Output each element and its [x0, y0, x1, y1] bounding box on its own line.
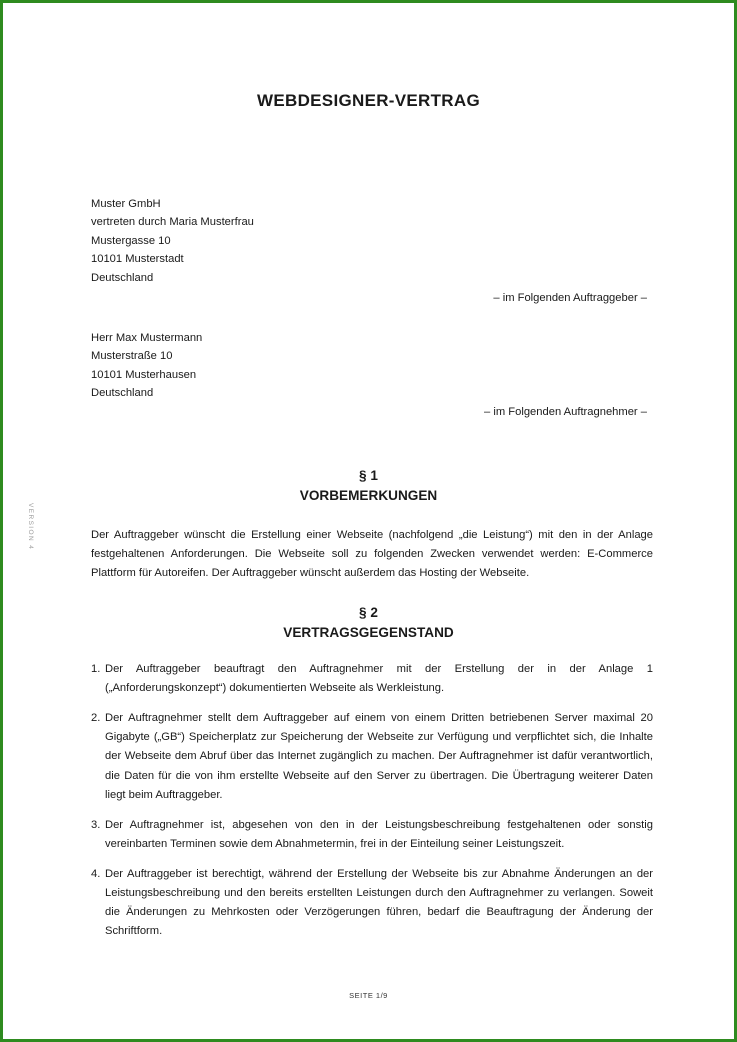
list-item	[91, 709, 653, 805]
section-2-title: VERTRAGSGEGENSTAND	[283, 624, 454, 640]
client-country: Deutschland	[91, 271, 154, 284]
list-item	[91, 865, 653, 942]
contractor-address	[91, 329, 653, 403]
section-1-number: § 1	[359, 468, 378, 483]
contractor-country: Deutschland	[91, 387, 154, 400]
list-item	[91, 660, 653, 698]
contractor-role: – im Folgenden Auftragnehmer –	[484, 406, 647, 418]
list-item-text: Der Auftraggeber beauftragt den Auftragnehmer mit der Erstellung der in der Anlage 1 („Anforderungskonzept“) dokumentierten Webseite als Werkleistung.	[105, 663, 653, 695]
section-2-heading	[3, 603, 734, 642]
version-label: VERSION 4	[27, 503, 34, 551]
section-1-heading	[3, 466, 734, 505]
list-item-number: 4.	[91, 867, 101, 880]
list-item	[91, 816, 653, 854]
section-1-paragraph: Der Auftraggeber wünscht die Erstellung einer Webseite (nachfolgend „die Leistung“) mit den in der Anlage festgehaltenen Anforderungen. Die Webseite soll zu folgenden Zwecken verwendet werden: E-Commerce Plattform für Autoreifen. Der Auftraggeber wünscht außerdem das Hosting der Webseite.	[91, 529, 653, 580]
client-representative: vertreten durch Maria Musterfrau	[91, 216, 254, 229]
section-1-title: VORBEMERKUNGEN	[299, 487, 438, 503]
contractor-city: 10101 Musterhausen	[91, 368, 197, 381]
contractor-name: Herr Max Mustermann	[91, 332, 203, 344]
list-item-text: Der Auftragnehmer stellt dem Auftraggeber auf einem von einem Dritten betriebenen Server maximal 20 Gigabyte („GB“) Speicherplatz zur Speicherung der Webseite zur Verfügung und verpflichtet sich, die Inhalte der Webseite dem Abruf über das Internet zugänglich zu machen. Der Auftragnehmer ist dafür verantwortlich, die Daten für die von ihm erstellte Webseite auf den Server zu übertragen. Die Übertragung weiterer Daten liegt beim Auftraggeber.	[105, 712, 653, 801]
client-street: Mustergasse 10	[91, 234, 171, 247]
contractor-street: Musterstraße 10	[91, 350, 173, 363]
client-name: Muster GmbH	[91, 198, 161, 210]
list-item-text: Der Auftraggeber ist berechtigt, während der Erstellung der Webseite bis zur Abnahme Änderungen an der Leistungsbeschreibung und den bereits erstellten Leistungen durch den Auftragnehmer zu verlangen. Soweit die Änderungen zu Mehrkosten oder Verzögerungen führen, bedarf die Beauftragung der Änderung der Schriftform.	[105, 867, 653, 938]
section-2-number: § 2	[359, 605, 378, 620]
list-item-number: 3.	[91, 818, 101, 831]
client-role: – im Folgenden Auftraggeber –	[493, 292, 647, 304]
list-item-text: Der Auftragnehmer ist, abgesehen von den in der Leistungsbeschreibung festgehaltenen oder sonstig vereinbarten Terminen sowie dem Abnahmetermin, frei in der Einteilung seiner Leistungszeit.	[105, 818, 653, 850]
document-title: WEBDESIGNER-VERTRAG	[257, 91, 480, 110]
section-2-list	[91, 660, 653, 952]
client-address	[91, 195, 653, 287]
list-item-number: 2.	[91, 712, 101, 724]
page-number: SEITE 1/9	[349, 991, 388, 1000]
list-item-number: 1.	[91, 663, 101, 675]
client-city: 10101 Musterstadt	[91, 253, 184, 266]
